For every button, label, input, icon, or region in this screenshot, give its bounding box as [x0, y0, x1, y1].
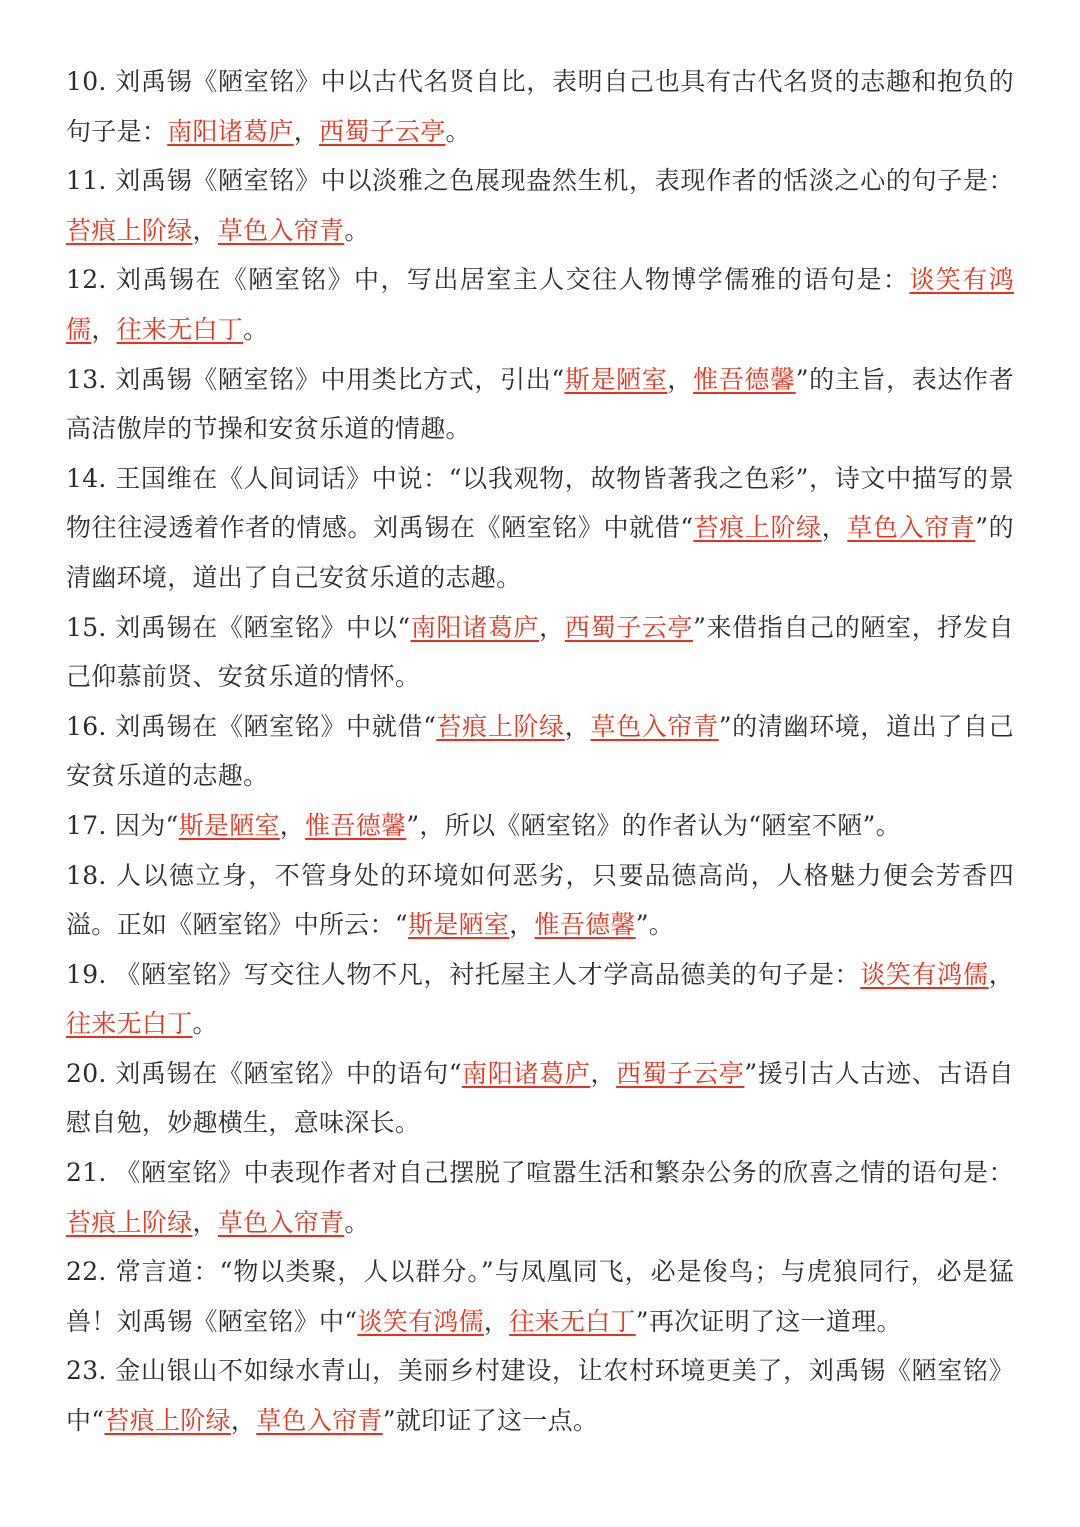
question-text: ， — [192, 1207, 218, 1237]
answer-text: 西蜀子云亭 — [564, 612, 694, 642]
answer-text: 往来无白丁 — [509, 1306, 636, 1336]
list-item — [66, 57, 1014, 156]
answer-text: 南阳诸葛庐 — [461, 1058, 591, 1088]
question-text: ”的清幽环境，道出了自己安贫乐道的志趣。 — [66, 513, 1014, 592]
answer-text: 草色入帘青 — [217, 1207, 345, 1237]
question-text: 21. 《陋室铭》中表现作者对自己摆脱了喧嚣生活和繁杂公务的欣喜之情的语句是： — [66, 1158, 1014, 1188]
answer-text: 斯是陋室 — [178, 810, 280, 840]
answer-text: 西蜀子云亭 — [319, 116, 446, 146]
question-text: ”，所以《陋室铭》的作者认为“陋室不陋”。 — [406, 810, 901, 840]
question-list — [66, 57, 1014, 1446]
answer-text: 苔痕上阶绿 — [104, 1406, 231, 1436]
answer-text: 草色入帘青 — [217, 215, 345, 245]
question-text: 23. 金山银山不如绿水青山，美丽乡村建设，让农村环境更美了，刘禹锡《陋室铭》中“ — [66, 1356, 1014, 1436]
question-text: ， — [821, 513, 848, 543]
question-text: ， — [279, 810, 306, 840]
question-text: 10. 刘禹锡《陋室铭》中以古代名贤自比，表明自己也具有古代名贤的志趣和抱负的句子是： — [66, 67, 1014, 146]
answer-text: 草色入帘青 — [256, 1406, 383, 1436]
question-text: ， — [91, 314, 117, 344]
question-text: 。 — [192, 1009, 218, 1039]
list-item — [66, 1346, 1014, 1445]
answer-text: 苔痕上阶绿 — [436, 711, 565, 741]
answer-text: 西蜀子云亭 — [616, 1058, 745, 1088]
list-item — [66, 1049, 1014, 1148]
answer-text: 惟吾德馨 — [305, 810, 407, 840]
question-text: 16. 刘禹锡在《陋室铭》中就借“ — [66, 711, 437, 741]
question-text: ， — [564, 711, 591, 741]
answer-text: 南阳诸葛庐 — [167, 116, 294, 146]
question-text: ”来借指自己的陋室，抒发自己仰慕前贤、安贫乐道的情怀。 — [66, 612, 1014, 692]
question-text: ， — [539, 612, 565, 642]
list-item — [66, 1247, 1014, 1346]
question-text: 。 — [344, 1207, 370, 1237]
answer-text: 南阳诸葛庐 — [410, 612, 540, 642]
question-text: ， — [590, 1058, 617, 1088]
answer-text: 苔痕上阶绿 — [66, 215, 193, 245]
list-item — [66, 702, 1014, 801]
question-text: ”援引古人古迹、古语自慰自勉，妙趣横生，意味深长。 — [66, 1058, 1014, 1138]
list-item — [66, 156, 1014, 255]
answer-text: 谈笑有鸿儒 — [357, 1306, 484, 1336]
question-text: 。 — [243, 314, 269, 344]
question-text: ， — [293, 116, 320, 146]
answer-text: 谈笑有鸿儒 — [860, 959, 989, 989]
answer-text: 惟吾德馨 — [534, 910, 636, 940]
list-item — [66, 355, 1014, 454]
list-item — [66, 1148, 1014, 1247]
question-text: 20. 刘禹锡在《陋室铭》中的语句“ — [66, 1058, 462, 1088]
answer-text: 苔痕上阶绿 — [693, 513, 822, 543]
list-item — [66, 603, 1014, 702]
list-item — [66, 454, 1014, 603]
list-item — [66, 255, 1014, 354]
question-text: 。 — [344, 215, 370, 245]
question-text: 13. 刘禹锡《陋室铭》中用类比方式，引出“ — [66, 364, 565, 394]
question-text: 。 — [445, 116, 471, 146]
question-text: ， — [192, 215, 218, 245]
question-text: ”。 — [635, 910, 675, 940]
list-item — [66, 851, 1014, 950]
question-text: ， — [667, 364, 694, 394]
question-text: 22. 常言道：“物以类聚，人以群分。”与凤凰同飞，必是俊鸟；与虎狼同行，必是猛兽！刘禹锡《陋室铭》中“ — [66, 1257, 1014, 1336]
answer-text: 往来无白丁 — [66, 1009, 193, 1039]
question-text: 14. 王国维在《人间词话》中说：“以我观物，故物皆著我之色彩”，诗文中描写的景物往往浸透着作者的情感。刘禹锡在《陋室铭》中就借“ — [66, 463, 1014, 543]
question-text: 15. 刘禹锡在《陋室铭》中以“ — [66, 612, 411, 642]
question-text: ”就印证了这一点。 — [382, 1406, 599, 1436]
question-text: 19. 《陋室铭》写交往人物不凡，衬托屋主人才学高品德美的句子是： — [66, 959, 861, 989]
question-text: 12. 刘禹锡在《陋室铭》中，写出居室主人交往人物博学儒雅的语句是： — [66, 265, 910, 295]
answer-text: 往来无白丁 — [116, 314, 244, 344]
question-text: ， — [230, 1406, 257, 1436]
question-text: 11. 刘禹锡《陋室铭》中以淡雅之色展现盎然生机，表现作者的恬淡之心的句子是： — [66, 166, 1014, 196]
list-item — [66, 801, 1014, 851]
question-text: ， — [988, 959, 1014, 989]
question-text: 18. 人以德立身，不管身处的环境如何恶劣，只要品德高尚，人格魅力便会芳香四溢。正如《陋室铭》中所云：“ — [66, 860, 1014, 940]
answer-text: 谈笑有鸿儒 — [66, 265, 1014, 344]
answer-text: 斯是陋室 — [564, 364, 668, 394]
question-text: ”的主旨，表达作者高洁傲岸的节操和安贫乐道的情趣。 — [66, 364, 1015, 444]
question-text: ”再次证明了这一道理。 — [635, 1306, 902, 1336]
list-item — [66, 950, 1014, 1049]
question-text: ， — [509, 910, 535, 940]
answer-text: 草色入帘青 — [590, 711, 719, 741]
question-text: ， — [483, 1306, 510, 1336]
answer-text: 草色入帘青 — [847, 513, 976, 543]
answer-text: 惟吾德馨 — [693, 364, 796, 394]
question-text: ”的清幽环境，道出了自己安贫乐道的志趣。 — [66, 711, 1014, 791]
answer-text: 斯是陋室 — [407, 910, 510, 940]
answer-text: 苔痕上阶绿 — [66, 1207, 193, 1237]
question-text: 17. 因为“ — [66, 810, 179, 840]
